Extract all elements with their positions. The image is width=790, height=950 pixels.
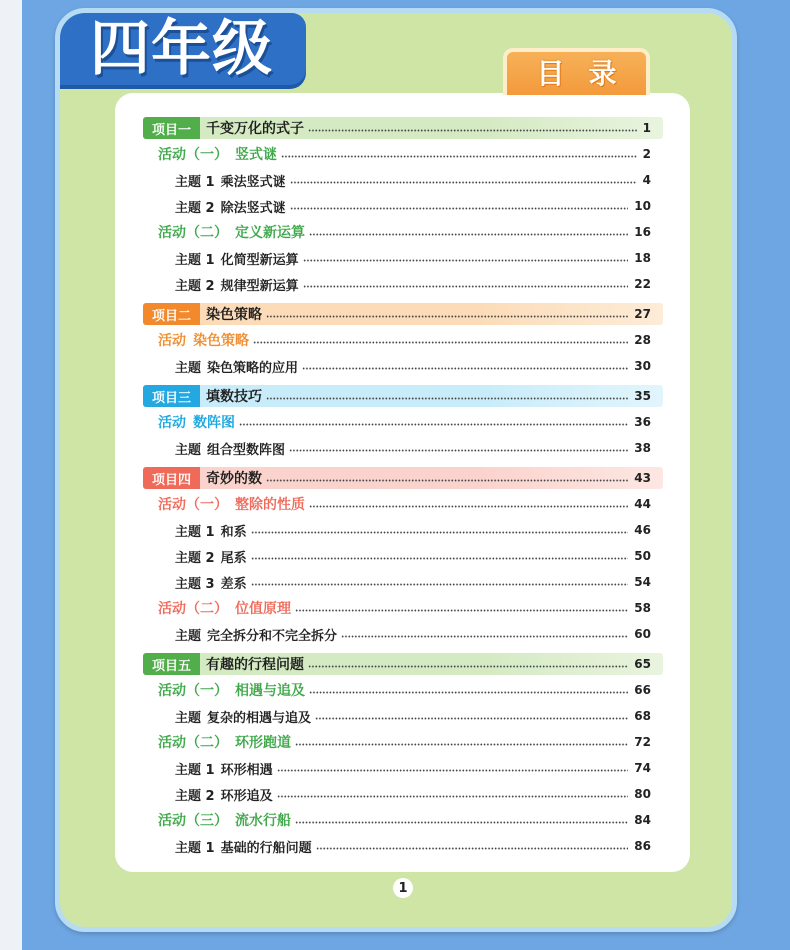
dot-leader <box>251 531 629 534</box>
topic-title: 环形追及 <box>220 788 273 804</box>
activity-label: 活动 <box>158 333 186 349</box>
toc-topic-row <box>143 543 663 569</box>
dot-leader <box>302 367 628 370</box>
topic-title: 完全拆分和不完全拆分 <box>207 628 338 644</box>
topic-label: 主题 2 <box>175 788 215 804</box>
dot-leader <box>266 479 628 482</box>
project-badge: 项目二 <box>143 303 200 325</box>
dot-leader <box>266 315 628 318</box>
page-ref: 22 <box>634 277 651 291</box>
grade-title: 四年级 <box>90 14 273 84</box>
activity-title: 位值原理 <box>235 601 291 617</box>
dot-leader <box>309 505 628 508</box>
topic-title: 规律型新运算 <box>220 278 299 294</box>
toc-tab <box>503 48 650 95</box>
topic-label: 主题 2 <box>175 278 215 294</box>
page-ref: 4 <box>642 173 651 187</box>
page-ref: 30 <box>634 359 651 373</box>
topic-label: 主题 <box>175 442 202 458</box>
page-ref: 86 <box>634 839 651 853</box>
toc-section-project-2 <box>143 303 663 379</box>
toc-activity-row <box>143 409 663 435</box>
page-ref: 35 <box>634 389 651 403</box>
toc-topic-row <box>143 245 663 271</box>
topic-title: 和系 <box>220 524 247 540</box>
activity-label: 活动（三） <box>158 813 228 829</box>
toc-section-project-3 <box>143 385 663 461</box>
toc-project-row <box>143 303 663 325</box>
toc-topic-row <box>143 781 663 807</box>
page-ref: 36 <box>634 415 651 429</box>
topic-label: 主题 1 <box>175 174 215 190</box>
toc-topic-row <box>143 703 663 729</box>
topic-label: 主题 <box>175 360 202 376</box>
topic-title: 乘法竖式谜 <box>220 174 286 190</box>
page-ref: 46 <box>634 523 651 537</box>
project-title: 染色策略 <box>206 307 262 323</box>
page-ref: 66 <box>634 683 651 697</box>
project-badge: 项目四 <box>143 467 200 489</box>
toc-project-row <box>143 385 663 407</box>
page-ref: 1 <box>642 121 651 135</box>
topic-label: 主题 2 <box>175 550 215 566</box>
dot-leader <box>266 397 628 400</box>
dot-leader <box>253 341 628 344</box>
activity-title: 相遇与追及 <box>235 683 305 699</box>
dot-leader <box>308 665 628 668</box>
topic-label: 主题 1 <box>175 524 215 540</box>
topic-title: 染色策略的应用 <box>207 360 299 376</box>
dot-leader <box>295 821 628 824</box>
toc-activity-row <box>143 141 663 167</box>
toc-activity-row <box>143 491 663 517</box>
dot-leader <box>309 233 628 236</box>
topic-label: 主题 3 <box>175 576 215 592</box>
project-badge: 项目三 <box>143 385 200 407</box>
grade-tab <box>60 13 306 85</box>
topic-label: 主题 1 <box>175 840 215 856</box>
toc-topic-row <box>143 621 663 647</box>
page-ref: 84 <box>634 813 651 827</box>
page-ref: 16 <box>634 225 651 239</box>
topic-label: 主题 1 <box>175 252 215 268</box>
page-ref: 44 <box>634 497 651 511</box>
page-ref: 80 <box>634 787 651 801</box>
project-badge: 项目五 <box>143 653 200 675</box>
topic-title: 环形相遇 <box>220 762 273 778</box>
dot-leader <box>277 769 629 772</box>
dot-leader <box>289 449 628 452</box>
topic-title: 差系 <box>220 576 247 592</box>
dot-leader <box>303 259 629 262</box>
toc-heading: 目录 <box>536 56 641 90</box>
toc-activity-row <box>143 219 663 245</box>
activity-label: 活动（二） <box>158 601 228 617</box>
project-title: 千变万化的式子 <box>206 121 304 137</box>
dot-leader <box>341 635 628 638</box>
project-title: 有趣的行程问题 <box>206 657 304 673</box>
toc-section-project-4 <box>143 467 663 647</box>
dot-leader <box>316 847 629 850</box>
dot-leader <box>239 423 628 426</box>
toc-section-project-5 <box>143 653 663 859</box>
page-ref: 38 <box>634 441 651 455</box>
toc-topic-row <box>143 435 663 461</box>
activity-title: 流水行船 <box>235 813 291 829</box>
toc-project-row <box>143 653 663 675</box>
topic-title: 尾系 <box>220 550 247 566</box>
toc-topic-row <box>143 755 663 781</box>
dot-leader <box>251 583 629 586</box>
toc-topic-row <box>143 353 663 379</box>
activity-title: 数阵图 <box>193 415 235 431</box>
activity-title: 整除的性质 <box>235 497 305 513</box>
toc-topic-row <box>143 833 663 859</box>
dot-leader <box>290 207 629 210</box>
dot-leader <box>251 557 629 560</box>
dot-leader <box>315 717 628 720</box>
topic-label: 主题 2 <box>175 200 215 216</box>
project-title: 奇妙的数 <box>206 471 262 487</box>
toc-topic-row <box>143 517 663 543</box>
project-title: 填数技巧 <box>206 389 262 405</box>
toc-activity-row <box>143 729 663 755</box>
project-badge: 项目一 <box>143 117 200 139</box>
page-ref: 58 <box>634 601 651 615</box>
activity-label: 活动（二） <box>158 225 228 241</box>
page-ref: 18 <box>634 251 651 265</box>
page-ref: 54 <box>634 575 651 589</box>
activity-title: 染色策略 <box>193 333 249 349</box>
page-ref: 10 <box>634 199 651 213</box>
dot-leader <box>309 691 628 694</box>
page-ref: 50 <box>634 549 651 563</box>
topic-label: 主题 <box>175 628 202 644</box>
topic-label: 主题 1 <box>175 762 215 778</box>
page-number-badge: 1 <box>393 878 413 898</box>
toc-topic-row <box>143 569 663 595</box>
page-ref: 74 <box>634 761 651 775</box>
topic-title: 除法竖式谜 <box>220 200 286 216</box>
toc-section-project-1 <box>143 117 663 297</box>
dot-leader <box>290 181 637 184</box>
activity-label: 活动（二） <box>158 735 228 751</box>
toc-activity-row <box>143 595 663 621</box>
page-ref: 43 <box>634 471 651 485</box>
page-ref: 72 <box>634 735 651 749</box>
activity-label: 活动（一） <box>158 497 228 513</box>
dot-leader <box>277 795 629 798</box>
page-ref: 60 <box>634 627 651 641</box>
topic-title: 组合型数阵图 <box>207 442 286 458</box>
page-ref: 27 <box>634 307 651 321</box>
dot-leader <box>295 609 628 612</box>
toc-project-row <box>143 467 663 489</box>
dot-leader <box>281 155 637 158</box>
dot-leader <box>295 743 628 746</box>
activity-title: 竖式谜 <box>235 147 277 163</box>
activity-label: 活动 <box>158 415 186 431</box>
page-ref: 28 <box>634 333 651 347</box>
toc-topic-row <box>143 193 663 219</box>
page-ref: 68 <box>634 709 651 723</box>
toc-activity-row <box>143 327 663 353</box>
toc-activity-row <box>143 807 663 833</box>
activity-title: 环形跑道 <box>235 735 291 751</box>
activity-label: 活动（一） <box>158 683 228 699</box>
dot-leader <box>303 285 629 288</box>
toc-topic-row <box>143 167 663 193</box>
topic-title: 化简型新运算 <box>220 252 299 268</box>
toc-activity-row <box>143 677 663 703</box>
topic-title: 复杂的相遇与追及 <box>207 710 312 726</box>
topic-title: 基础的行船问题 <box>220 840 312 856</box>
page-ref: 65 <box>634 657 651 671</box>
activity-label: 活动（一） <box>158 147 228 163</box>
toc-topic-row <box>143 271 663 297</box>
page-ref: 2 <box>642 147 651 161</box>
activity-title: 定义新运算 <box>235 225 305 241</box>
toc-sheet <box>115 93 690 872</box>
toc-project-row <box>143 117 663 139</box>
topic-label: 主题 <box>175 710 202 726</box>
page-edge-strip <box>0 0 22 950</box>
dot-leader <box>308 129 637 132</box>
